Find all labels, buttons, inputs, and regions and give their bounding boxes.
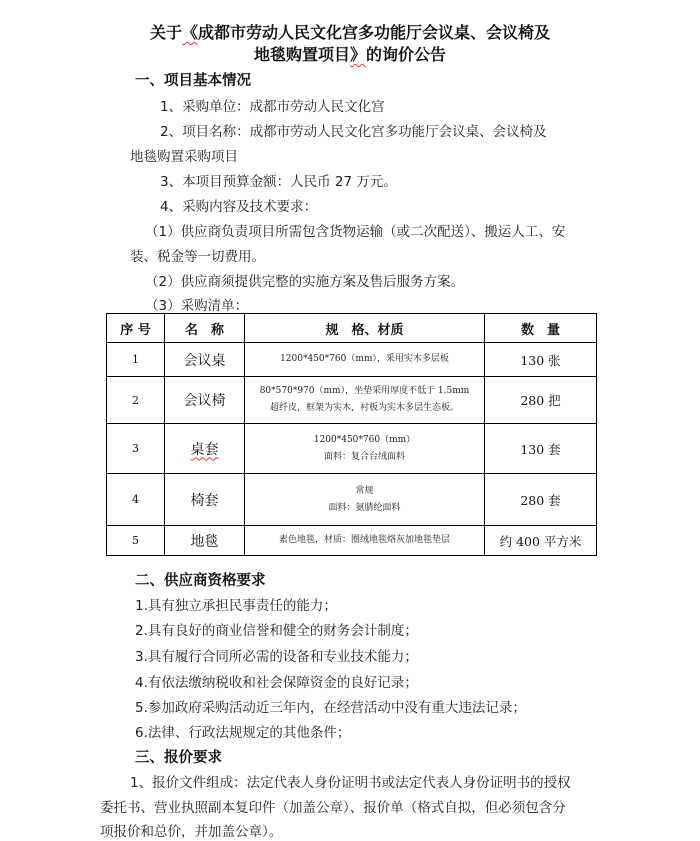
row-name-text: 桌套 — [190, 441, 219, 458]
section2-item2: 2.具有良好的商业信誉和健全的财务会计制度； — [135, 623, 418, 639]
row-spec — [245, 474, 485, 526]
section2-heading: 二、供应商资格要求 — [135, 573, 266, 589]
section1-req1-line1: （1）供应商负责项目所需包含货物运输（或二次配送）、搬运人工、安 — [145, 224, 566, 240]
title-line-1 — [0, 22, 700, 44]
section3-item1-line2: 委托书、营业执照副本复印件（加盖公章）、报价单（格式自拟，但必须包含分 — [100, 800, 566, 816]
row-no: 4 — [107, 474, 165, 526]
section1-req2: （2）供应商须提供完整的实施方案及售后服务方案。 — [145, 274, 465, 290]
section1-req1-line2: 装、税金等一切费用。 — [130, 249, 265, 265]
title-text-2: 地毯购置项目 — [253, 45, 350, 64]
title-suffix: 的询价公告 — [366, 45, 447, 64]
section2-item3: 3.具有履行合同所必需的设备和专业技术能力； — [135, 649, 418, 665]
title-prefix: 关于 — [149, 23, 182, 42]
spec-line: 面料：复合台绒面料 — [323, 451, 405, 462]
section2-item6: 6.法律、行政法规规定的其他条件； — [135, 725, 351, 741]
row-name: 地毯 — [165, 526, 245, 556]
row-qty: 约 400 平方米 — [485, 526, 597, 556]
spec-line: 1200*450*760（mm），采用实木多层板 — [280, 354, 449, 364]
row-no: 2 — [107, 377, 165, 424]
row-spec — [245, 526, 485, 556]
row-qty: 130 张 — [485, 343, 597, 377]
row-name: 椅套 — [165, 474, 245, 526]
row-no: 3 — [107, 424, 165, 474]
section1-item2-line2: 地毯购置采购项目 — [130, 149, 238, 165]
row-no: 1 — [107, 343, 165, 377]
spec-line: 1200*450*760（mm） — [313, 434, 416, 445]
section2-item1: 1.具有独立承担民事责任的能力； — [135, 598, 337, 614]
section1-item2-line1: 2、项目名称：成都市劳动人民文化宫多功能厅会议桌、会议椅及 — [160, 124, 547, 140]
row-name — [165, 424, 245, 474]
table-row — [107, 377, 597, 424]
row-name: 会议椅 — [165, 377, 245, 424]
table-row — [107, 343, 597, 377]
header-no: 序 号 — [107, 314, 165, 343]
row-spec — [245, 424, 485, 474]
title-close-bracket: 》 — [349, 45, 366, 64]
spec-line: 面料：氨腈纶面料 — [328, 502, 401, 513]
section1-heading: 一、项目基本情况 — [135, 73, 251, 89]
row-qty: 280 把 — [485, 377, 597, 424]
spec-line: 超纤皮，框架为实木，衬板为实木多层生态板。 — [269, 403, 459, 413]
row-qty: 130 套 — [485, 424, 597, 474]
row-no: 5 — [107, 526, 165, 556]
row-name: 会议桌 — [165, 343, 245, 377]
header-name: 名 称 — [165, 314, 245, 343]
table-row — [107, 474, 597, 526]
section3-item1-line3: 项报价和总价，并加盖公章）。 — [100, 824, 283, 840]
table-header-row — [107, 314, 597, 343]
row-spec — [245, 343, 485, 377]
table-row — [107, 526, 597, 556]
row-qty: 280 套 — [485, 474, 597, 526]
title-text-1: 成都市劳动人民文化宫多功能厅会议桌、会议椅及 — [198, 23, 551, 42]
spec-line: 80*570*970（mm），坐垫采用厚度不低于 1.5mm — [259, 386, 470, 396]
spec-line: 常规 — [355, 485, 374, 496]
section1-req3: （3）采购清单： — [145, 298, 249, 314]
section2-item4: 4.有依法缴纳税收和社会保障资金的良好记录； — [135, 675, 418, 691]
title-line-2 — [0, 44, 700, 66]
header-spec: 规 格、材质 — [245, 314, 485, 343]
title-open-bracket: 《 — [181, 23, 198, 42]
table-row — [107, 424, 597, 474]
section3-item1-line1: 1、报价文件组成：法定代表人身份证明书或法定代表人身份证明书的授权 — [130, 775, 571, 791]
section2-item5: 5.参加政府采购活动近三年内，在经营活动中没有重大违法记录； — [135, 700, 526, 716]
spec-line: 素色地毯，材质：圈绒地毯烙灰加地毯垫层 — [278, 535, 450, 545]
header-qty: 数 量 — [485, 314, 597, 343]
section1-item1: 1、采购单位：成都市劳动人民文化宫 — [160, 99, 385, 115]
row-spec — [245, 377, 485, 424]
procurement-table — [106, 313, 597, 556]
section1-item4: 4、采购内容及技术要求： — [160, 199, 318, 215]
section3-heading: 三、报价要求 — [135, 750, 222, 766]
section1-item3: 3、本项目预算金额：人民币 27 万元。 — [160, 174, 397, 190]
